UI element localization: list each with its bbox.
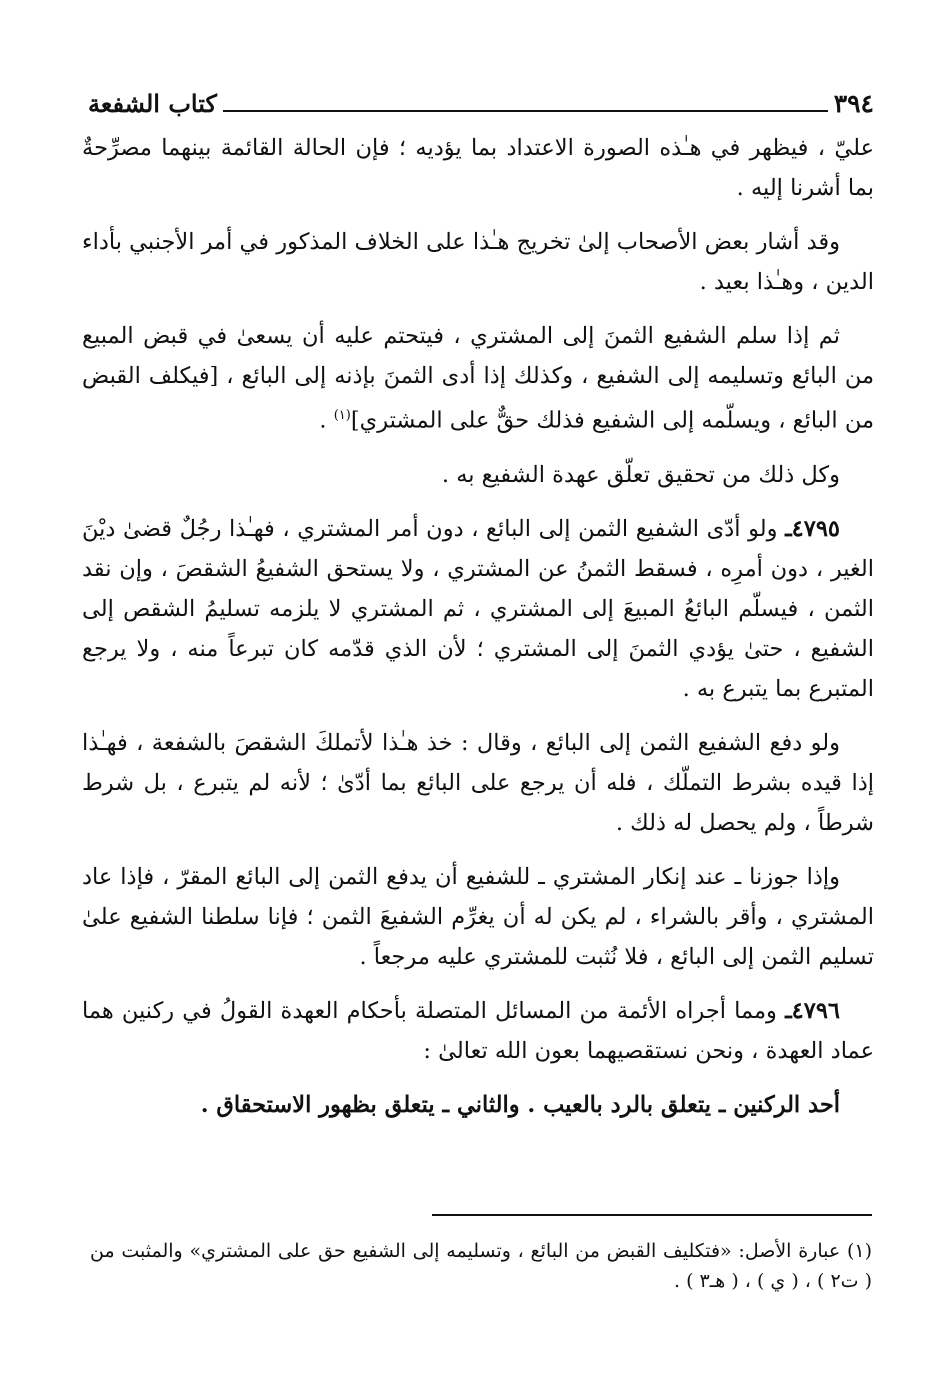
paragraph-text: ولو دفع الشفيع الثمن إلى البائع ، وقال : خذ هـٰذا لأتملكَ الشقصَ بالشفعة ، فهـٰذا إذا قيده بشرط التملّك ، فله أن يرجع على البائع بما أدّىٰ ؛ لأنه لم يتبرع ، بل شرط شرطاً ، ولم يحصل له ذلك . <box>82 729 874 836</box>
page-header <box>88 80 874 120</box>
header-rule <box>223 110 828 112</box>
paragraph-text: وإذا جوزنا ـ عند إنكار المشتري ـ للشفيع أن يدفع الثمن إلى البائع المقرّ ، فإذا عاد المشتري ، وأقر بالشراء ، لم يكن له أن يغرِّم الشفيعَ الثمن ؛ فإنا سلطنا الشفيع علىٰ تسليم الثمن إلى البائع ، فلا نُثبت للمشتري عليه مرجعاً . <box>82 863 874 970</box>
footnote <box>90 1236 872 1296</box>
paragraph-4 <box>82 455 874 495</box>
paragraph-5 <box>82 509 874 709</box>
footnote-separator <box>432 1214 872 1216</box>
book-title: كتاب الشفعة <box>88 89 217 118</box>
paragraph-7 <box>82 857 874 977</box>
paragraph-bold-text: أحد الركنين ـ يتعلق بالرد بالعيب . والثاني ـ يتعلق بظهور الاستحقاق . <box>200 1091 840 1118</box>
issue-number: ٤٧٩٥ـ <box>785 515 840 542</box>
paragraph-tail: . <box>319 407 334 434</box>
paragraph-text: وقد أشار بعض الأصحاب إلىٰ تخريج هـٰذا على الخلاف المذكور في أمر الأجنبي بأداء الدين ، وهـٰذا بعيد . <box>82 229 874 295</box>
paragraph-3 <box>82 316 874 441</box>
paragraph-9 <box>82 1085 874 1125</box>
paragraph-8 <box>82 991 874 1071</box>
paragraph-text: عليّ ، فيظهر في هـٰذه الصورة الاعتداد بما يؤديه ؛ فإن الحالة القائمة بينهما مصرِّحةٌ بما أشرنا إليه . <box>82 135 874 201</box>
paragraph-text: ولو أدّى الشفيع الثمن إلى البائع ، دون أمر المشتري ، فهـٰذا رجُلٌ قضىٰ ديْنَ الغير ، دون أمرِه ، فسقط الثمنُ عن المشتري ، ولا يستحق الشفيعُ الشقصَ ، وإن نقد الثمن ، فيسلّم البائعُ المبيعَ إلى المشتري ، ثم المشتري لا يلزمه تسليمُ الشقص إلى الشفيع ، حتىٰ يؤدي الثمنَ إلى المشتري ؛ لأن الذي قدّمه كان تبرعاً منه ، ولا يرجع المتبرع بما يتبرع به . <box>82 515 874 702</box>
footnote-text: عبارة الأصل: «فتكليف القبض من البائع ، وتسليمه إلى الشفيع حق على المشتري» والمثبت من ( ت٢ ) ، ( ي ) ، ( هـ٣ ) . <box>90 1240 872 1292</box>
main-text <box>82 128 874 1139</box>
paragraph-6 <box>82 723 874 843</box>
paragraph-text: وكل ذلك من تحقيق تعلّق عهدة الشفيع به . <box>441 461 840 488</box>
paragraph-1 <box>82 128 874 208</box>
paragraph-text: ومما أجراه الأئمة من المسائل المتصلة بأحكام العهدة القولُ في ركنين هما عماد العهدة ، ونحن نستقصيهما بعون الله تعالىٰ : <box>82 997 874 1064</box>
issue-number: ٤٧٩٦ـ <box>785 997 840 1024</box>
footnote-reference: (١) <box>333 408 351 423</box>
page-number: ٣٩٤ <box>833 89 874 118</box>
paragraph-2 <box>82 222 874 302</box>
footnote-marker: (١) <box>846 1240 873 1262</box>
paragraph-text: ثم إذا سلم الشفيع الثمنَ إلى المشتري ، فيتحتم عليه أن يسعىٰ في قبض المبيع من البائع وتسليمه إلى الشفيع ، وكذلك إذا أدى الثمنَ بإذنه إلى البائع ، [فيكلف القبض من البائع ، ويسلّمه إلى الشفيع فذلك حقٌّ على المشتري] <box>82 323 874 434</box>
